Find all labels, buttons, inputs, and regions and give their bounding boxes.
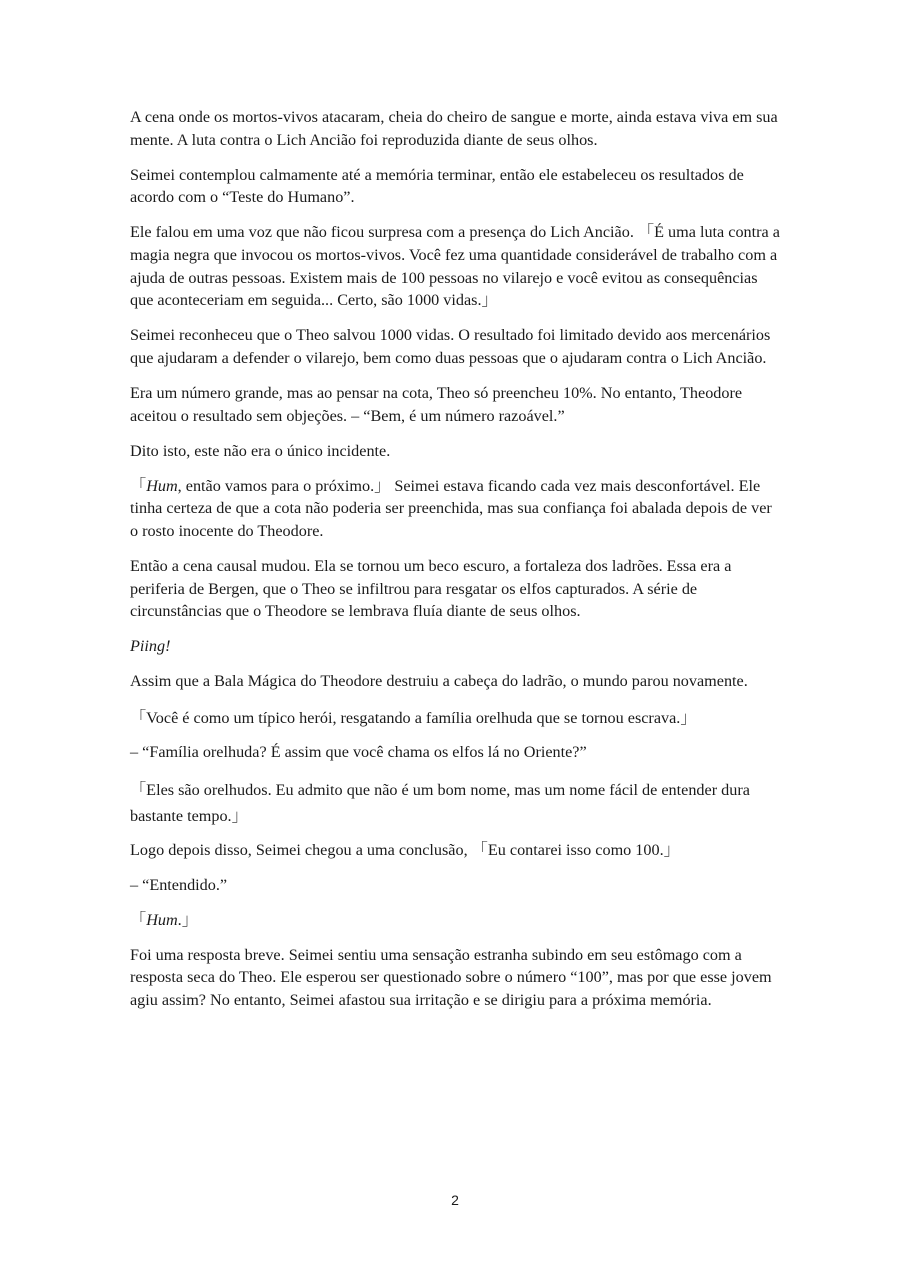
paragraph: Assim que a Bala Mágica do Theodore destruiu a cabeça do ladrão, o mundo parou novamente. xyxy=(130,672,748,691)
paragraph: Então a cena causal mudou. Ela se tornou um beco escuro, a fortaleza dos ladrões. Essa era a periferia de Bergen, que o Theo se infiltrou para resgatar os elfos capturados. A série de circunstâncias que o Theodore se lembrava fluía diante de seus olhos. xyxy=(130,557,732,621)
paragraph-text: , então vamos para o próximo.」 Seimei estava ficando cada vez mais desconfortável. Ele tinha certeza de que a cota não poderia ser preenchida, mas sua confiança foi abalada depois de ver o rosto inocente do Theodore. xyxy=(130,476,772,540)
paragraph: Seimei reconheceu que o Theo salvou 1000 vidas. O resultado foi limitado devido aos mercenários que ajudaram a defender o vilarejo, bem como duas pessoas que o ajudaram contra o Lich Ancião. xyxy=(130,326,771,367)
paragraph xyxy=(130,635,780,658)
page-number: 2 xyxy=(451,1192,459,1208)
paragraph: 「Você é como um típico herói, resgatando a família orelhuda que se tornou escrava.」 xyxy=(130,709,697,728)
paragraph: Era um número grande, mas ao pensar na cota, Theo só preencheu 10%. No entanto, Theodore aceitou o resultado sem objeções. – “Bem, é um número razoável.” xyxy=(130,383,743,425)
paragraph xyxy=(130,909,780,932)
paragraph: A cena onde os mortos-vivos atacaram, cheia do cheiro de sangue e morte, ainda estava viva em sua mente. A luta contra o Lich Ancião foi reproduzida diante de seus olhos. xyxy=(130,108,778,149)
quote-bracket: 「 xyxy=(130,910,147,929)
paragraph: 「Eles são orelhudos. Eu admito que não é um bom nome, mas um nome fácil de entender dura bastante tempo.」 xyxy=(130,780,750,825)
paragraph: – “Entendido.” xyxy=(130,875,228,894)
paragraph: Seimei contemplou calmamente até a memória terminar, então ele estabeleceu os resultados de acordo com o “Teste do Humano”. xyxy=(130,165,744,207)
document-body xyxy=(130,106,780,1024)
paragraph: Ele falou em uma voz que não ficou surpresa com a presença do Lich Ancião. 「É uma luta contra a magia negra que invocou os mortos-vivos. Você fez uma quantidade considerável de trabalho com a ajuda de outras pessoas. Existem mais de 100 pessoas no vilarejo e você evitou as consequências que aconteceriam em seguida... Certo, são 1000 vidas.」 xyxy=(130,223,780,310)
paragraph-text: .」 xyxy=(177,910,198,929)
paragraph: Logo depois disso, Seimei chegou a uma conclusão, 「Eu contarei isso como 100.」 xyxy=(130,840,680,859)
paragraph: – “Família orelhuda? É assim que você chama os elfos lá no Oriente?” xyxy=(130,743,587,762)
italic-word: Hum xyxy=(146,476,178,495)
paragraph xyxy=(130,475,780,543)
sound-effect: Piing! xyxy=(130,637,171,656)
italic-word: Hum xyxy=(146,910,178,929)
paragraph: Dito isto, este não era o único incidente. xyxy=(130,441,391,460)
paragraph: Foi uma resposta breve. Seimei sentiu uma sensação estranha subindo em seu estômago com a resposta seca do Theo. Ele esperou ser questionado sobre o número “100”, mas por que esse jovem agiu assim? No entanto, Seimei afastou sua irritação e se dirigiu para a próxima memória. xyxy=(130,945,772,1010)
quote-bracket: 「 xyxy=(130,476,147,495)
